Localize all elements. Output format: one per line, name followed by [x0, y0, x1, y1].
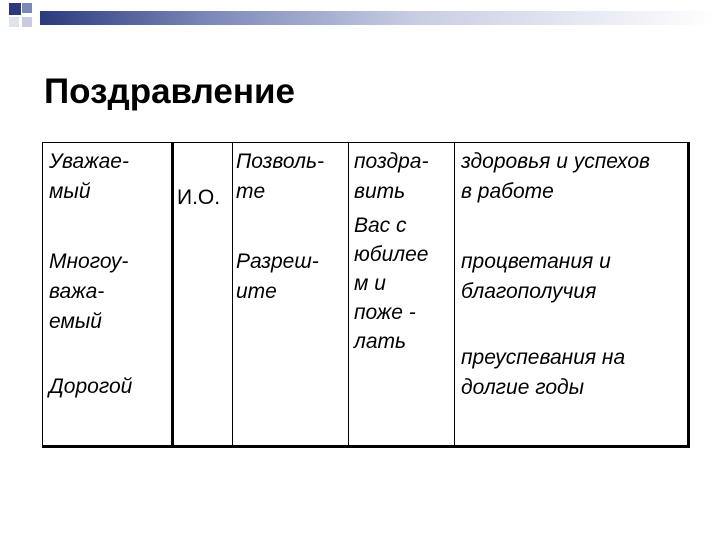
address-option: Многоу- важа- емый	[49, 250, 129, 333]
square-small-light	[9, 17, 19, 27]
square-light	[22, 17, 32, 27]
slide-title: Поздравление	[44, 72, 295, 111]
verb-option: Разреш- ите	[236, 250, 319, 303]
header-gradient-bar	[40, 11, 716, 25]
square-mid	[22, 3, 32, 13]
column-divider	[171, 143, 174, 445]
greeting-table	[42, 142, 690, 448]
action-text: поздра- вить	[354, 150, 429, 203]
address-option: Дорогой	[49, 375, 133, 398]
column-divider	[232, 143, 233, 445]
wish-option: преуспевания на долгие годы	[461, 346, 626, 399]
wish-option: процветания и благополучия	[461, 250, 611, 303]
action-text: Вас с юбилее м и поже - лать	[354, 214, 429, 353]
column-divider	[454, 143, 455, 445]
column-divider	[348, 143, 349, 445]
verb-option: Позволь- те	[236, 150, 325, 203]
square-dark	[9, 3, 21, 15]
wish-option: здоровья и успехов в работе	[461, 150, 650, 203]
address-option: Уважае- мый	[49, 150, 129, 203]
name-placeholder: И.О.	[177, 186, 221, 209]
